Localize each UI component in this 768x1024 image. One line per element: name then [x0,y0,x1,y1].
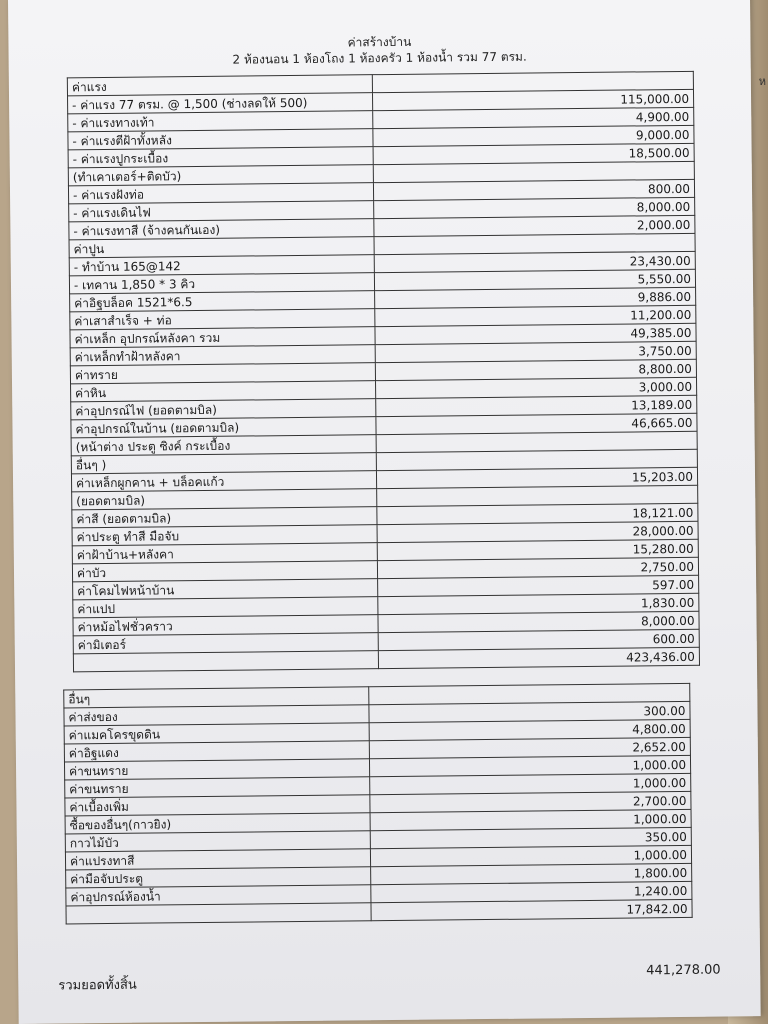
item-amount: 1,800.00 [371,863,692,884]
item-description: อื่นๆ [64,687,369,708]
item-description: ค่าบัว [72,561,377,582]
item-description: ค่าฝ้าบ้าน+หลังคา [72,543,377,564]
item-description: ค่าทราย [70,363,375,384]
item-amount: 1,000.00 [370,773,691,794]
item-amount: 15,203.00 [376,467,697,488]
item-amount: 8,000.00 [374,197,695,218]
item-amount: 46,665.00 [376,413,697,434]
item-amount: 23,430.00 [374,251,695,272]
item-description: ค่ามิเตอร์ [73,633,378,654]
other-costs-table [63,683,692,925]
item-description: อื่นๆ ) [71,453,376,474]
item-description: ค่ามือจับประตู [66,867,371,888]
item-amount: 18,121.00 [377,503,698,524]
item-description [66,903,371,924]
item-description: ค่าเหล็กผูกคาน + บล็อคแก้ว [71,471,376,492]
item-amount: 2,652.00 [369,737,690,758]
item-amount: 300.00 [369,701,690,722]
item-amount: 4,900.00 [373,107,694,128]
item-description: ค่าอิฐแดง [64,741,369,762]
edge-fragment-text: ห [758,75,766,88]
item-description: (ยอดตามบิล) [72,489,377,510]
item-amount: 1,240.00 [371,881,692,902]
item-description: ค่าสี (ยอดตามบิล) [72,507,377,528]
item-description: ค่าอุปกรณ์ห้องน้ำ [66,885,371,906]
item-description: ค่าแปรงทาสี [65,849,370,870]
item-amount: 800.00 [373,179,694,200]
item-description: ค่าเหล็กทำฝ้าหลังคา [70,345,375,366]
document-page [8,0,761,1024]
item-description: ค่าอุปกรณ์ไฟ (ยอดตามบิล) [71,399,376,420]
item-description: (ทำเคาเตอร์+ติดบัว) [68,165,373,186]
construction-cost-table [67,71,700,673]
item-amount: 2,000.00 [374,215,695,236]
item-amount: 2,700.00 [370,791,691,812]
item-description: ค่าปูน [69,237,374,258]
item-amount: 1,000.00 [369,755,690,776]
item-description: - ค่าแรงทาสี (จ้างคนกันเอง) [69,219,374,240]
item-amount: 423,436.00 [378,647,699,668]
item-amount: 11,200.00 [375,305,696,326]
item-amount: 17,842.00 [371,899,692,920]
item-description: ค่าประตู ทำสี มือจับ [72,525,377,546]
item-description: ค่าหม้อไฟชั่วคราว [73,615,378,636]
item-description: (หน้าต่าง ประตู ซิงค์ กระเบื้อง [71,435,376,456]
item-description: - ทำบ้าน 165@142 [69,255,374,276]
item-description: - ค่าแรงฝังท่อ [68,183,373,204]
item-amount: 9,886.00 [375,287,696,308]
item-amount: 1,830.00 [378,593,699,614]
item-amount: 115,000.00 [372,89,693,110]
item-amount: 1,000.00 [370,809,691,830]
item-description: - ค่าแรงตีฝ้าทั้งหลัง [68,129,373,150]
item-description: ค่าส่งของ [64,705,369,726]
grand-total-label: รวมยอดทั้งสิ้น [58,977,137,994]
item-description: ค่าเสาสำเร็จ + ท่อ [70,309,375,330]
item-amount: 350.00 [370,827,691,848]
item-description [73,651,378,672]
item-amount: 600.00 [378,629,699,650]
item-amount: 13,189.00 [376,395,697,416]
item-amount: 2,750.00 [377,557,698,578]
item-amount: 3,750.00 [375,341,696,362]
item-amount: 49,385.00 [375,323,696,344]
item-description: - ค่าแรงทางเท้า [68,111,373,132]
item-amount: 28,000.00 [377,521,698,542]
item-description: กาวไม้บัว [65,831,370,852]
item-description: ค่าโคมไฟหน้าบ้าน [73,579,378,600]
item-amount: 597.00 [378,575,699,596]
item-description: ค่าขนทราย [64,759,369,780]
item-description: - เทคาน 1,850 * 3 คิว [69,273,374,294]
item-amount: 9,000.00 [373,125,694,146]
item-amount: 8,000.00 [378,611,699,632]
grand-total-value: 441,278.00 [646,962,721,979]
item-description: ค่าอุปกรณ์ในบ้าน (ยอดตามบิล) [71,417,376,438]
document-subtitle: 2 ห้องนอน 1 ห้องโถง 1 ห้องครัว 1 ห้องน้ำ รวม 77 ตรม. [232,49,527,67]
item-description: ค่าแรง [67,75,372,96]
item-description: ค่าเหล็ก อุปกรณ์หลังคา รวม [70,327,375,348]
item-description: - ค่าแรงปูกระเบื้อง [68,147,373,168]
item-description: ค่าหิน [71,381,376,402]
item-amount: 1,000.00 [370,845,691,866]
document-title: ค่าสร้างบ้าน [347,34,412,50]
item-description: ค่าแมคโครขุดดิน [64,723,369,744]
item-description: - ค่าแรงเดินไฟ [69,201,374,222]
item-amount: 18,500.00 [373,143,694,164]
item-description: ค่าขนทราย [65,777,370,798]
item-description: ค่าเบื้องเพิ่ม [65,795,370,816]
item-amount: 15,280.00 [377,539,698,560]
item-amount: 4,800.00 [369,719,690,740]
item-amount: 8,800.00 [375,359,696,380]
item-description: ค่าแปป [73,597,378,618]
item-amount: 5,550.00 [374,269,695,290]
document-header [8,30,750,70]
item-description: - ค่าแรง 77 ตรม. @ 1,500 (ช่างลดให้ 500) [68,93,373,114]
item-amount: 3,000.00 [376,377,697,398]
item-description: ค่าอิฐบล็อค 1521*6.5 [70,291,375,312]
item-description: ซื้อของอื่นๆ(กาวยิง) [65,813,370,834]
